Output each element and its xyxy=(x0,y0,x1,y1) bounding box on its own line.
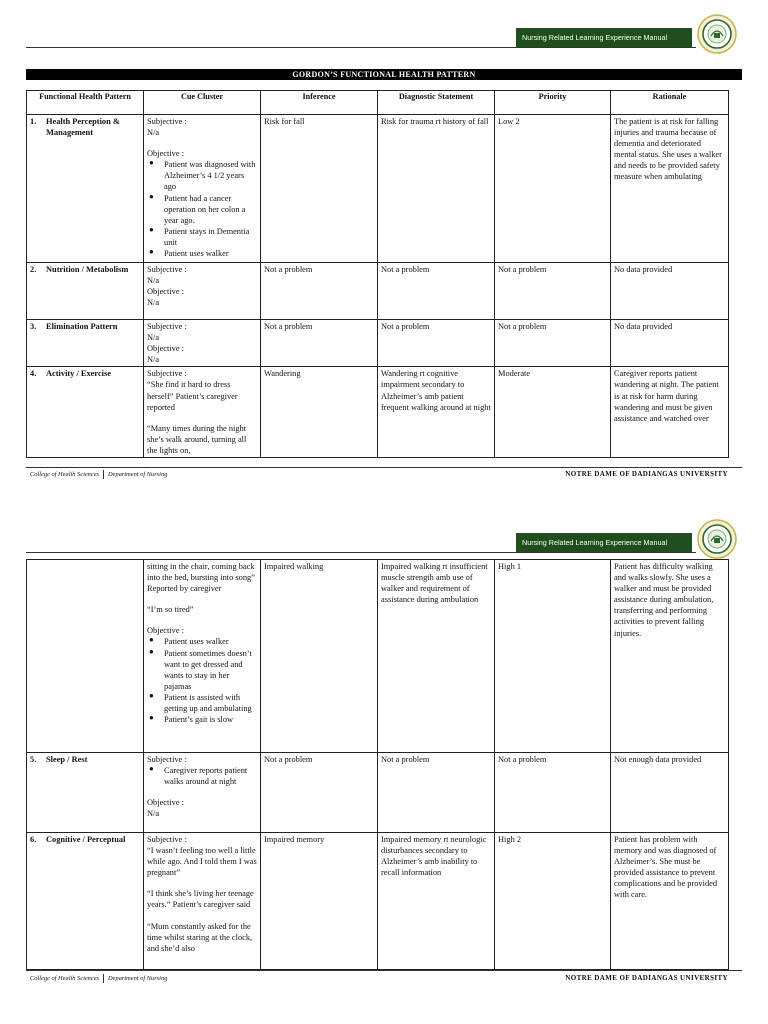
priority-cell: Not a problem xyxy=(495,753,611,833)
subjective-label: Subjective : xyxy=(147,265,187,274)
subjective-label: Subjective : xyxy=(147,369,187,379)
subjective-label: Subjective : xyxy=(147,835,187,844)
header-rule xyxy=(26,552,696,553)
priority-cell: High 2 xyxy=(495,833,611,970)
subjective-label: Subjective : xyxy=(147,117,187,126)
cue-cell xyxy=(144,753,261,833)
manual-title-band: Nursing Related Learning Experience Manual xyxy=(516,28,692,47)
subjective-quote: sitting in the chair, coming back into the bed, bursting into song” Reported by caregiver xyxy=(147,562,255,594)
subjective-text: N/a xyxy=(147,128,160,138)
objective-bullets xyxy=(147,159,257,259)
diagnostic-cell: Not a problem xyxy=(378,320,495,367)
cue-cell xyxy=(144,560,261,753)
pattern-cell: 2. Nutrition / Metabolism xyxy=(27,263,144,320)
diagnostic-cell: Wandering rt cognitive impairment secondary to Alzheimer’s amb patient frequent walking around at night xyxy=(378,367,495,458)
pattern-name: Sleep / Rest xyxy=(46,755,88,764)
diagnostic-cell: Risk for trauma rt history of fall xyxy=(378,115,495,263)
objective-text: N/a xyxy=(147,355,160,365)
diagnostic-cell: Not a problem xyxy=(378,263,495,320)
table-header-row xyxy=(27,91,729,115)
subjective-bullets xyxy=(147,765,257,787)
footer-left xyxy=(30,974,167,983)
objective-label: Objective : xyxy=(147,287,184,297)
document-page-1 xyxy=(0,0,768,500)
health-pattern-table-page-1 xyxy=(26,90,729,458)
table-row xyxy=(27,753,729,833)
rationale-cell: Patient has problem with memory and was diagnosed of Alzheimer’s. She must be provided assistance to prevent complications and be provided with care. xyxy=(611,833,729,970)
section-title-bar: GORDON’S FUNCTIONAL HEALTH PATTERN xyxy=(26,69,742,80)
pattern-name: Activity / Exercise xyxy=(46,369,111,379)
footer-rule xyxy=(26,970,742,971)
subjective-quote: “I think she’s living her teenage years.” Patient’s caregiver said xyxy=(147,889,254,910)
footer-department: Department of Nursing xyxy=(108,470,168,478)
subjective-quote: “She find it hard to dress herself” Patient’s caregiver reported xyxy=(147,380,238,412)
rationale-cell: Caregiver reports patient wandering at night. The patient is at risk for harm during wandering and must be given assistance and watched over xyxy=(611,367,729,458)
pattern-name: Elimination Pattern xyxy=(46,322,118,331)
table-row xyxy=(27,263,729,320)
priority-cell: Not a problem xyxy=(495,263,611,320)
priority-cell: High 1 xyxy=(495,560,611,753)
list-item: ● Patient had a cancer operation on her colon a year ago. xyxy=(147,193,257,226)
footer-college: College of Health Sciences xyxy=(30,974,100,982)
document-page-2 xyxy=(0,505,768,1005)
col-header-cue: Cue Cluster xyxy=(144,91,261,115)
pattern-name: Health Perception & Management xyxy=(46,117,120,138)
priority-cell: Low 2 xyxy=(495,115,611,263)
header-rule xyxy=(26,47,696,48)
cue-cell xyxy=(144,833,261,970)
rationale-cell: The patient is at risk for falling injuries and trauma because of dementia and deteriorated mental status. She uses a walker and needs to be provided safety measure when ambulating xyxy=(611,115,729,263)
footer-university: NOTRE DAME OF DADIANGAS UNIVERSITY xyxy=(565,974,728,982)
diagnostic-cell: Impaired memory rt neurologic disturbances secondary to Alzheimer’s amb inability to recall information xyxy=(378,833,495,970)
table-row xyxy=(27,367,729,458)
cue-cell xyxy=(144,263,261,320)
university-seal-icon xyxy=(697,519,737,559)
pattern-cell: 6. Cognitive / Perceptual xyxy=(27,833,144,970)
table-row xyxy=(27,320,729,367)
rationale-cell: Not enough data provided xyxy=(611,753,729,833)
inference-cell: Impaired walking xyxy=(261,560,378,753)
objective-label: Objective : xyxy=(147,626,184,636)
manual-title-band: Nursing Related Learning Experience Manual xyxy=(516,533,692,552)
pattern-name: Cognitive / Perceptual xyxy=(46,835,126,844)
subjective-quote: “Many times during the night she’s walk around, turning all the lights on, xyxy=(147,423,247,455)
pattern-cell xyxy=(27,560,144,753)
inference-cell: Not a problem xyxy=(261,263,378,320)
list-item: ● Patient’s gait is slow xyxy=(147,714,257,725)
col-header-pattern: Functional Health Pattern xyxy=(27,91,144,115)
diagnostic-cell: Not a problem xyxy=(378,753,495,833)
pattern-cell: 5. Sleep / Rest xyxy=(27,753,144,833)
cue-cell xyxy=(144,367,261,458)
list-item: ● Patient stays in Dementia unit xyxy=(147,226,257,248)
list-item: ● Patient is assisted with getting up and ambulating xyxy=(147,692,257,714)
objective-label: Objective : xyxy=(147,798,184,808)
pattern-cell: 3. Elimination Pattern xyxy=(27,320,144,367)
subjective-label: Subjective : xyxy=(147,755,187,764)
rationale-cell: No data provided xyxy=(611,320,729,367)
inference-cell: Not a problem xyxy=(261,753,378,833)
objective-label: Objective : xyxy=(147,149,184,159)
subjective-quote: “Mum constantly asked for the time whilst staring at the clock, and she’d also xyxy=(147,921,253,953)
col-header-inference: Inference xyxy=(261,91,378,115)
objective-text: N/a xyxy=(147,298,160,308)
health-pattern-table-page-2 xyxy=(26,559,729,970)
footer-university: NOTRE DAME OF DADIANGAS UNIVERSITY xyxy=(565,470,728,478)
footer-left xyxy=(30,470,167,479)
col-header-diagnostic: Diagnostic Statement xyxy=(378,91,495,115)
pattern-name: Nutrition / Metabolism xyxy=(46,265,129,274)
diagnostic-cell: Impaired walking rt insufficient muscle strength amb use of walker and requirement of assistance during ambulation xyxy=(378,560,495,753)
footer-department: Department of Nursing xyxy=(108,974,168,982)
cue-cell xyxy=(144,320,261,367)
subjective-text: N/a xyxy=(147,333,160,343)
priority-cell: Not a problem xyxy=(495,320,611,367)
priority-cell: Moderate xyxy=(495,367,611,458)
list-item: ● Patient uses walker xyxy=(147,248,257,259)
university-seal-icon xyxy=(697,14,737,54)
table-row xyxy=(27,560,729,753)
list-item: ● Caregiver reports patient walks around at night xyxy=(147,765,257,787)
objective-text: N/a xyxy=(147,809,160,819)
objective-bullets xyxy=(147,636,257,725)
list-item: ● Patient was diagnosed with Alzheimer’s 4 1/2 years ago xyxy=(147,159,257,192)
list-item: ● Patient uses walker xyxy=(147,636,257,647)
pattern-cell: 1. Health Perception & Management xyxy=(27,115,144,263)
table-row xyxy=(27,115,729,263)
subjective-quote: “I’m so tired” xyxy=(147,605,194,615)
col-header-rationale: Rationale xyxy=(611,91,729,115)
footer-rule xyxy=(26,467,742,468)
table-row xyxy=(27,833,729,970)
list-item: ● Patient sometimes doesn’t want to get dressed and wants to stay in her pajamas xyxy=(147,648,257,692)
inference-cell: Not a problem xyxy=(261,320,378,367)
col-header-priority: Priority xyxy=(495,91,611,115)
subjective-label: Subjective : xyxy=(147,322,187,331)
inference-cell: Wandering xyxy=(261,367,378,458)
pattern-cell: 4. Activity / Exercise xyxy=(27,367,144,458)
cue-cell xyxy=(144,115,261,263)
objective-label: Objective : xyxy=(147,344,184,354)
footer-college: College of Health Sciences xyxy=(30,470,100,478)
subjective-text: N/a xyxy=(147,276,160,286)
rationale-cell: Patient has difficulty walking and walks slowly. She uses a walker and must be provided assistance during ambulation, transferring and performing activities to prevent falling injuries. xyxy=(611,560,729,753)
rationale-cell: No data provided xyxy=(611,263,729,320)
inference-cell: Impaired memory xyxy=(261,833,378,970)
subjective-quote: “I wasn’t feeling too well a little while ago. And I told them I was pregnant” xyxy=(147,846,257,878)
inference-cell: Risk for fall xyxy=(261,115,378,263)
